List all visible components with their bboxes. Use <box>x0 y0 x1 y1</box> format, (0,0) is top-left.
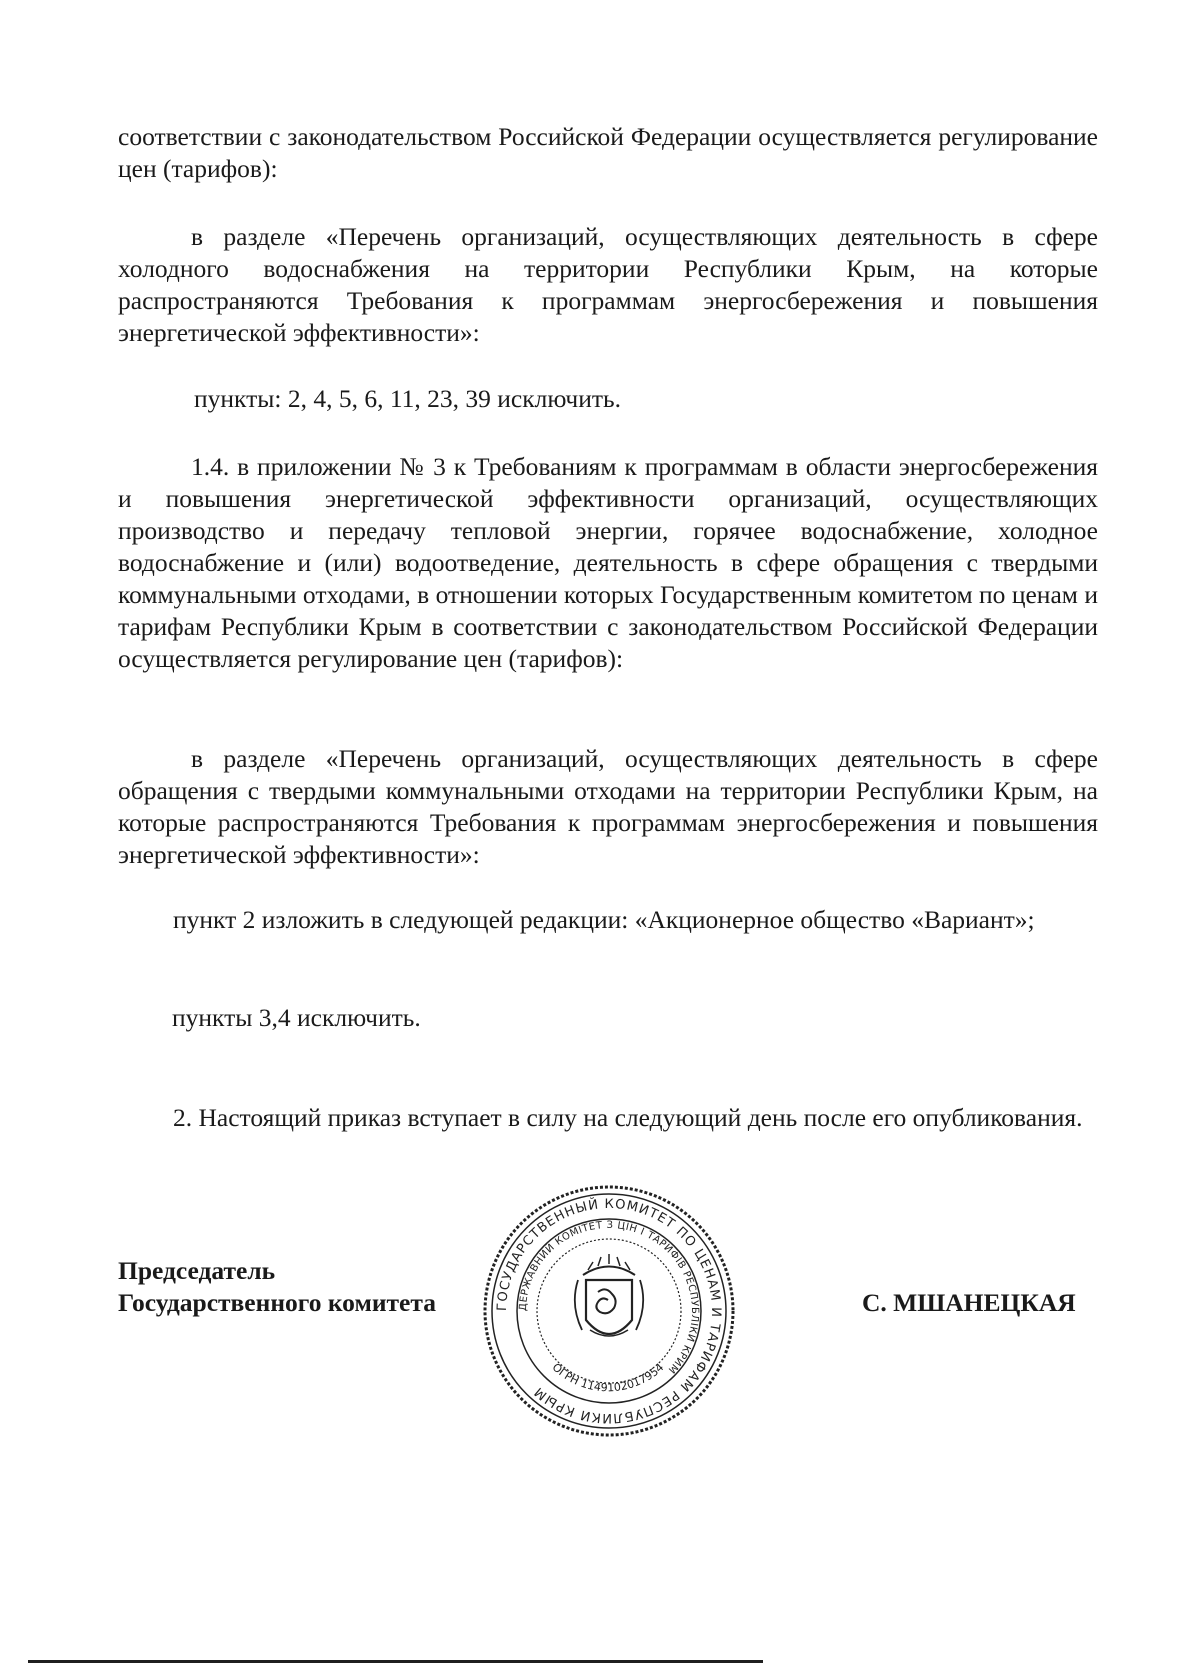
signatory-title-line2: Государственного комитета <box>118 1288 436 1317</box>
seal-ogrn-text: ОГРН 1149102017954 <box>549 1360 667 1395</box>
paragraph-items-removed: пункты: 2, 4, 5, 6, 11, 23, 39 исключить. <box>194 384 622 413</box>
paragraph-items-3-4-removed: пункты 3,4 исключить. <box>172 1003 421 1032</box>
crimea-coat-of-arms-icon <box>575 1254 643 1336</box>
footer-rule <box>28 1660 763 1663</box>
svg-text:ДЕРЖАВНИЙ КОМІТЕТ З ЦІН І ТАРИ <box>518 1220 700 1375</box>
signatory-name: С. МШАНЕЦКАЯ <box>862 1288 1076 1317</box>
paragraph-continuation: соответствии с законодательством Российской Федерации осуществляется регулирование цен (тарифов): <box>118 122 1098 183</box>
svg-text:ОГРН 1149102017954 <box>550 1361 667 1395</box>
paragraph-clause-2: 2. Настоящий приказ вступает в силу на следующий день после его опубликования. <box>173 1103 1083 1132</box>
paragraph-section-cold-water: в разделе «Перечень организаций, осуществляющих деятельность в сфере холодного водоснабжения на территории Республики Крым, на которые распространяются Требования к программам энергосбережения и повышения энергетической эффективности»: <box>118 222 1098 347</box>
signatory-title <box>118 1255 436 1319</box>
paragraph-item-2-edit: пункт 2 изложить в следующей редакции: «Акционерное общество «Вариант»; <box>173 905 1035 934</box>
paragraph-clause-1-4: 1.4. в приложении № 3 к Требованиям к программам в области энергосбережения и повышения энергетической эффективности организаций, осуществляющих производство и передачу тепловой энергии, горячее водоснабжение, холодное водоснабжение и (или) водоотведение, деятельность в сфере обращения с твердыми коммунальными отходами, в отношении которых Государственным комитетом по ценам и тарифам Республики Крым в соответствии с законодательством Российской Федерации осуществляется регулирование цен (тарифов): <box>118 452 1098 673</box>
seal-inner-text: ДЕРЖАВНИЙ КОМІТЕТ З ЦІН І ТАРИФІВ РЕСПУБЛІКИ КРИМ <box>517 1219 701 1376</box>
paragraph-section-solid-waste: в разделе «Перечень организаций, осуществляющих деятельность в сфере обращения с твердыми коммунальными отходами на территории Республики Крым, на которые распространяются Требования к программам энергосбережения и повышения энергетической эффективности»: <box>118 744 1098 869</box>
seal-outer-text: ГОСУДАРСТВЕННЫЙ КОМИТЕТ ПО ЦЕНАМ И ТАРИФАМ РЕСПУБЛИКИ КРЫМ <box>494 1196 724 1426</box>
official-seal-stamp <box>478 1180 740 1442</box>
signatory-title-line1: Председатель <box>118 1256 276 1285</box>
